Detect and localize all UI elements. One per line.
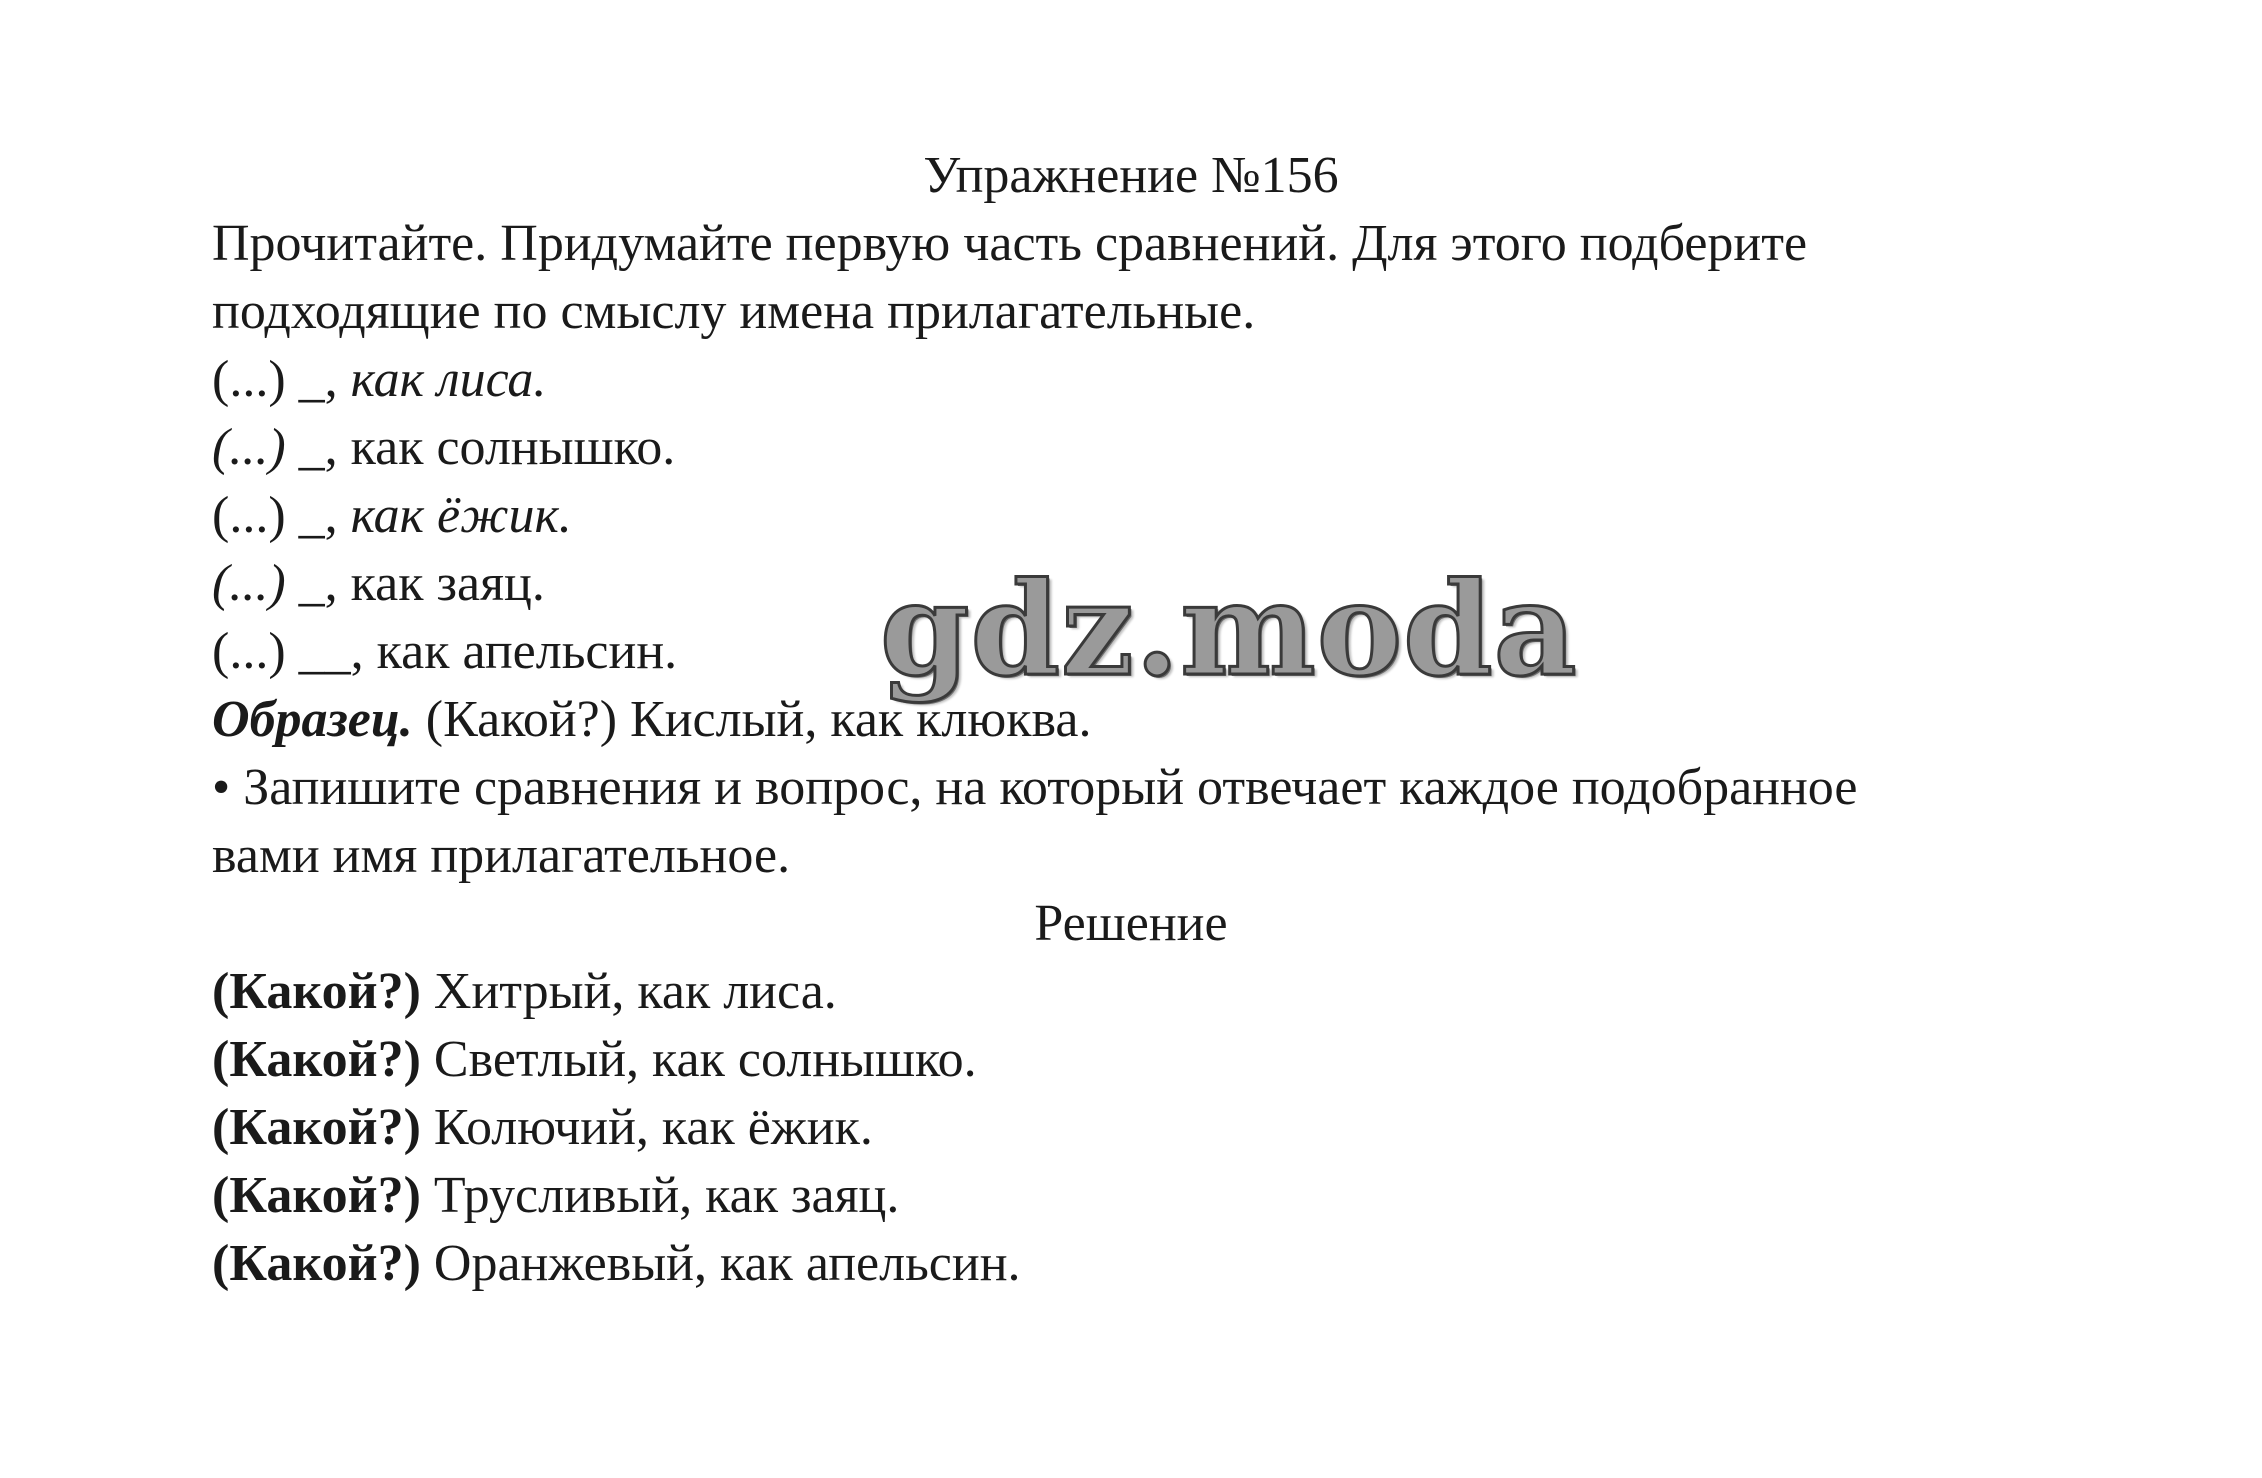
- instruction-line-2: вами имя прилагательное.: [212, 827, 791, 884]
- solution-heading: Решение: [1034, 895, 1228, 952]
- solution-question: (Какой?): [212, 1031, 421, 1088]
- item-hedgehog: [212, 482, 572, 550]
- item-prefix: (...) _,: [212, 487, 338, 544]
- solution-answer: Хитрый, как лиса.: [420, 963, 837, 1020]
- item-text: как заяц.: [337, 555, 545, 612]
- solution-answer: Колючий, как ёжик.: [420, 1099, 873, 1156]
- item-prefix: (...): [212, 419, 286, 476]
- item-sun: [212, 414, 675, 482]
- solution-question: (Какой?): [212, 1099, 421, 1156]
- item-text: как лиса.: [337, 351, 547, 408]
- solution-line: [212, 1094, 873, 1162]
- solution-answer: Трусливый, как заяц.: [420, 1167, 900, 1224]
- item-prefix: (...): [212, 555, 286, 612]
- sample-label: Образец.: [212, 691, 413, 748]
- solution-question: (Какой?): [212, 1167, 421, 1224]
- watermark-logo: gdz.moda: [880, 555, 1578, 705]
- task-line-1: Прочитайте. Придумайте первую часть сравнений. Для этого подберите: [212, 215, 1808, 272]
- instruction-line-1: • Запишите сравнения и вопрос, на который отвечает каждое подобранное: [212, 759, 1858, 816]
- sample-text: (Какой?) Кислый, как клюква.: [412, 691, 1092, 748]
- solution-line: [212, 1162, 899, 1230]
- solution-answer: Оранжевый, как апельсин.: [420, 1235, 1021, 1292]
- solution-line: [212, 1230, 1021, 1298]
- solution-line: [212, 1026, 977, 1094]
- item-text: как апельсин.: [363, 623, 678, 680]
- item-text: как солнышко.: [337, 419, 676, 476]
- solution-line: [212, 958, 837, 1026]
- item-hare: [212, 550, 545, 618]
- exercise-title: Упражнение №156: [923, 147, 1339, 204]
- item-blank: _,: [285, 555, 338, 612]
- item-fox: [212, 346, 546, 414]
- item-prefix: (...) _,: [212, 351, 338, 408]
- solution-question: (Какой?): [212, 1235, 421, 1292]
- solution-question: (Какой?): [212, 963, 421, 1020]
- item-text: как ёжик.: [337, 487, 572, 544]
- item-orange: [212, 618, 677, 686]
- item-prefix: (...) __,: [212, 623, 364, 680]
- solution-answer: Светлый, как солнышко.: [420, 1031, 977, 1088]
- task-line-2: подходящие по смыслу имена прилагательные.: [212, 283, 1256, 340]
- item-blank: _,: [285, 419, 338, 476]
